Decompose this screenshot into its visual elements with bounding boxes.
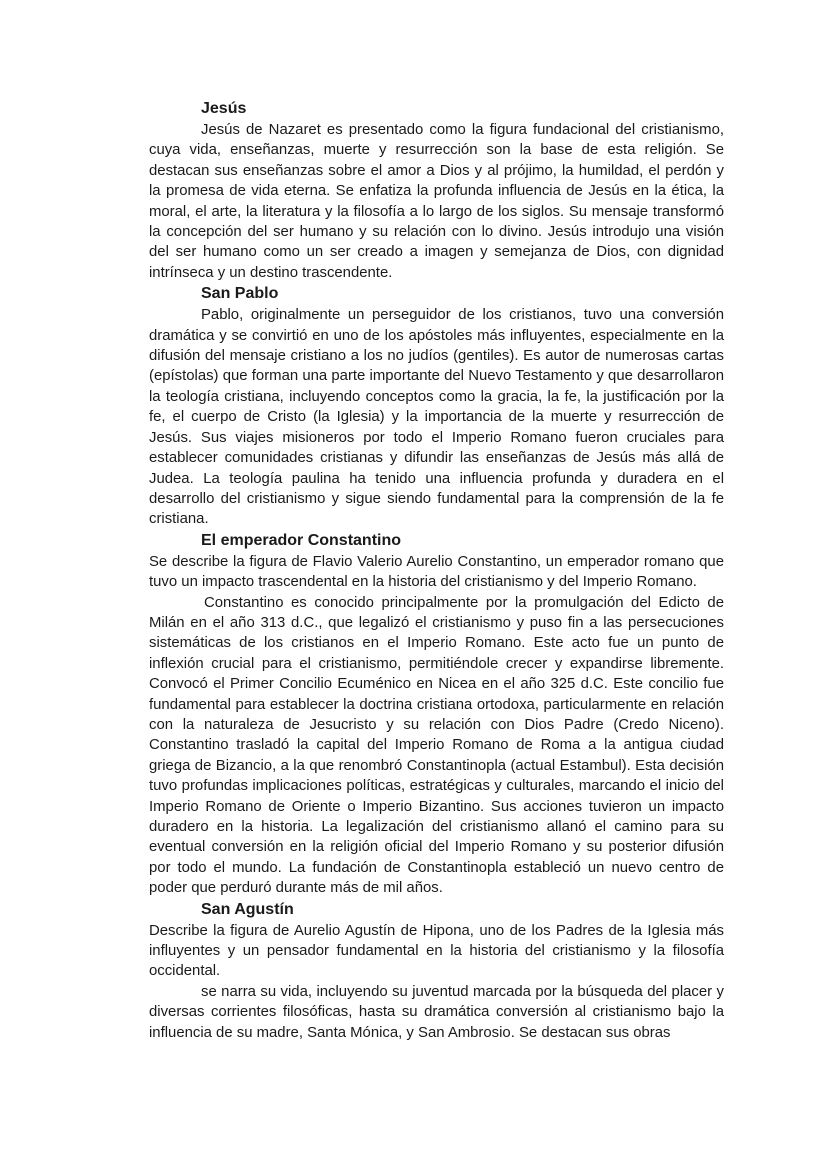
document-body: [149, 98, 724, 1043]
heading-constantino: El emperador Constantino: [201, 531, 402, 549]
paragraph-constantino-intro: Se describe la figura de Flavio Valerio Aurelio Constantino, un emperador romano que tuvo un impacto trascendental en la historia del cristianismo y del Imperio Romano.: [149, 553, 724, 591]
heading-jesus: Jesús: [201, 100, 247, 117]
heading-san-pablo: San Pablo: [201, 285, 279, 303]
heading-san-agustin: San Agustín: [201, 900, 294, 918]
paragraph-constantino-body: Constantino es conocido principalmente por la promulgación del Edicto de Milán en el año 313 d.C., que legalizó el cristianismo y puso fin a las persecuciones sistemáticas de los cristianos en el Imperio Romano. Este acto fue un punto de inflexión crucial para el cristianismo, permitiéndole crecer y expandirse libremente. Convocó el Primer Concilio Ecuménico en Nicea en el año 325 d.C. Este concilio fue fundamental para establecer la doctrina cristiana ortodoxa, particularmente en relación con la naturaleza de Jesucristo y su relación con Dios Padre (Credo Niceno). Constantino trasladó la capital del Imperio Romano de Roma a la antigua ciudad griega de Bizancio, a la que renombró Constantinopla (actual Estambul). Esta decisión tuvo profundas implicaciones políticas, estratégicas y culturales, marcando el inicio del Imperio Romano de Oriente o Imperio Bizantino. Sus acciones tuvieron un impacto duradero en la historia. La legalización del cristianismo allanó el camino para su eventual conversión en la religión oficial del Imperio Romano y su posterior difusión por todo el mundo. La fundación de Constantinopla estableció un nuevo centro de poder que perduró durante más de mil años.: [149, 594, 724, 897]
paragraph-san-agustin-intro: Describe la figura de Aurelio Agustín de Hipona, uno de los Padres de la Iglesia más influyentes y un pensador fundamental en la historia del cristianismo y la filosofía occidental.: [149, 922, 724, 980]
paragraph-san-pablo: Pablo, originalmente un perseguidor de los cristianos, tuvo una conversión dramática y se convirtió en uno de los apóstoles más influyentes, especialmente en la difusión del mensaje cristiano a los no judíos (gentiles). Es autor de numerosas cartas (epístolas) que forman una parte importante del Nuevo Testamento y que desarrollaron la teología cristiana, incluyendo conceptos como la gracia, la fe, la justificación por la fe, el cuerpo de Cristo (la Iglesia) y la importancia de la muerte y resurrección de Jesús. Sus viajes misioneros por todo el Imperio Romano fueron cruciales para establecer comunidades cristianas y difundir las enseñanzas de Jesús más allá de Judea. La teología paulina ha tenido una influencia profunda y duradera en el desarrollo del cristianismo y sigue siendo fundamental para la comprensión de la fe cristiana.: [149, 307, 724, 528]
paragraph-jesus: Jesús de Nazaret es presentado como la figura fundacional del cristianismo, cuya vida, enseñanzas, muerte y resurrección son la base de esta religión. Se destacan sus enseñanzas sobre el amor a Dios y al prójimo, la humildad, el perdón y la promesa de vida eterna. Se enfatiza la profunda influencia de Jesús en la ética, la moral, el arte, la literatura y la filosofía a lo largo de los siglos. Su mensaje transformó la concepción del ser humano y su relación con lo divino. Jesús introdujo una visión del ser humano como un ser creado a imagen y semejanza de Dios, con dignidad intrínseca y un destino trascendente.: [149, 122, 724, 281]
paragraph-san-agustin-body: se narra su vida, incluyendo su juventud marcada por la búsqueda del placer y diversas corrientes filosóficas, hasta su dramática conversión al cristianismo bajo la influencia de su madre, Santa Mónica, y San Ambrosio. Se destacan sus obras: [149, 983, 724, 1041]
